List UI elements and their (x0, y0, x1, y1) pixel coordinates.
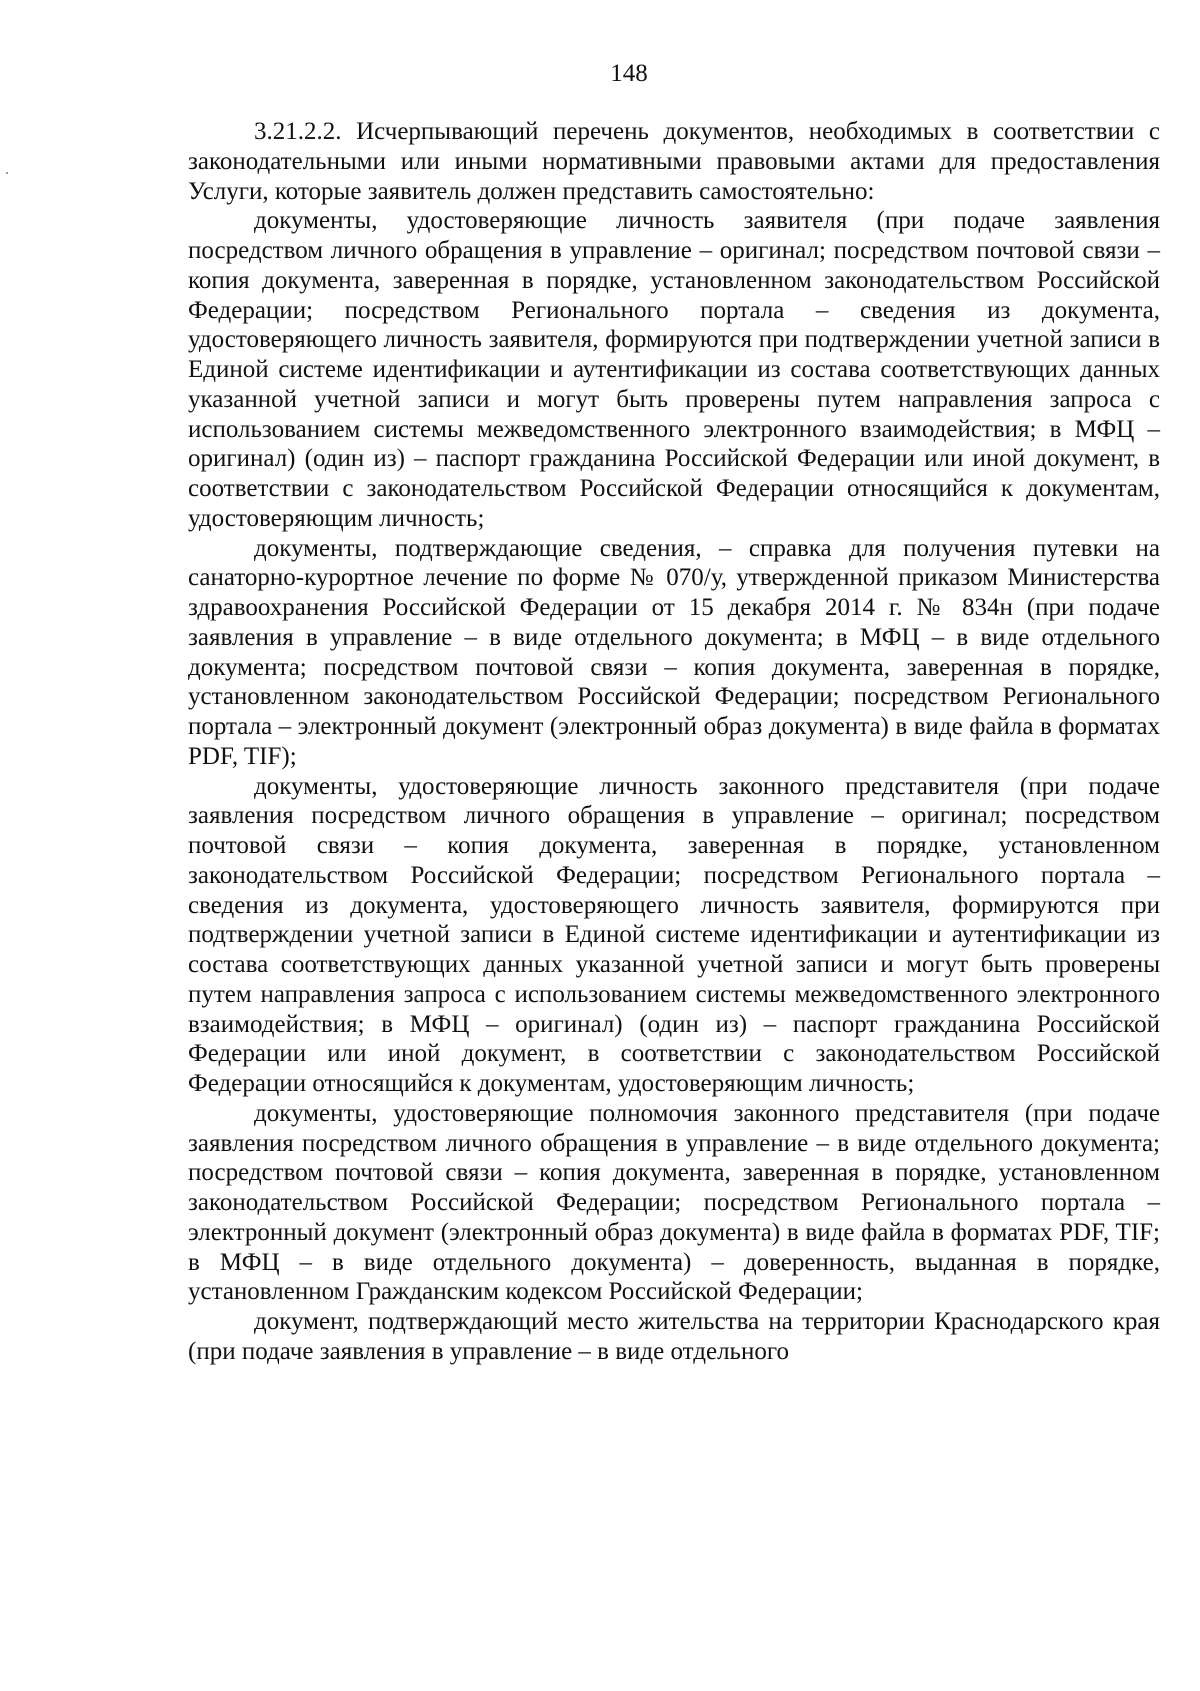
paragraph-section-3-21-2-2: 3.21.2.2. Исчерпывающий перечень документов, необходимых в соответствии с законодательными или иными нормативными правовыми актами для предоставления Услуги, которые заявитель должен представить самостоятельно: (188, 118, 1160, 205)
paragraph-supporting-documents: документы, подтверждающие сведения, – справка для получения путевки на санаторно-курортное лечение по форме № 070/у, утвержденной приказом Министерства здравоохранения Российской Федерации от 15 декабря 2014 г. № 834н (при подаче заявления в управление – в виде отдельного документа; в МФЦ – в виде отдельного документа; посредством почтовой связи – копия документа, заверенная в порядке, установленном законодательством Российской Федерации; посредством Регионального портала – электронный документ (электронный образ документа) в виде файла в форматах PDF, TIF); (188, 534, 1160, 770)
paragraph-applicant-identity-documents: документы, удостоверяющие личность заявителя (при подаче заявления посредством личного обращения в управление – оригинал; посредством почтовой связи – копия документа, заверенная в порядке, установленном законодательством Российской Федерации; посредством Регионального портала – сведения из документа, удостоверяющего личность заявителя, формируются при подтверждении учетной записи в Единой системе идентификации и аутентификации из состава соответствующих данных указанной учетной записи и могут быть проверены путем направления запроса с использованием системы межведомственного электронного взаимодействия; в МФЦ – оригинал) (один из) – паспорт гражданина Российской Федерации или иной документ, в соответствии с законодательством Российской Федерации относящийся к документам, удостоверяющим личность; (188, 207, 1160, 532)
paragraph-representative-identity-documents: документы, удостоверяющие личность законного представителя (при подаче заявления посредством личного обращения в управление – оригинал; посредством почтовой связи – копия документа, заверенная в порядке, установленном законодательством Российской Федерации; посредством Регионального портала – сведения из документа, удостоверяющего личность заявителя, формируются при подтверждении учетной записи в Единой системе идентификации и аутентификации из состава соответствующих данных указанной учетной записи и могут быть проверены путем направления запроса с использованием системы межведомственного электронного взаимодействия; в МФЦ – оригинал) (один из) – паспорт гражданина Российской Федерации или иной документ, в соответствии с законодательством Российской Федерации относящийся к документам, удостоверяющим личность; (188, 772, 1160, 1097)
paragraph-residence-document: документ, подтверждающий место жительства на территории Краснодарского края (при подаче заявления в управление – в виде отдельного (188, 1308, 1160, 1365)
document-body (188, 117, 1160, 1367)
scan-speck (6, 172, 8, 174)
paragraph-representative-authority-documents: документы, удостоверяющие полномочия законного представителя (при подаче заявления посредством личного обращения в управление – в виде отдельного документа; посредством почтовой связи – копия документа, заверенная в порядке, установленном законодательством Российской Федерации; посредством Регионального портала – электронный документ (электронный образ документа) в виде файла в форматах PDF, TIF; в МФЦ – в виде отдельного документа) – доверенность, выданная в порядке, установленном Гражданским кодексом Российской Федерации; (188, 1099, 1160, 1306)
page-number: 148 (610, 60, 648, 87)
